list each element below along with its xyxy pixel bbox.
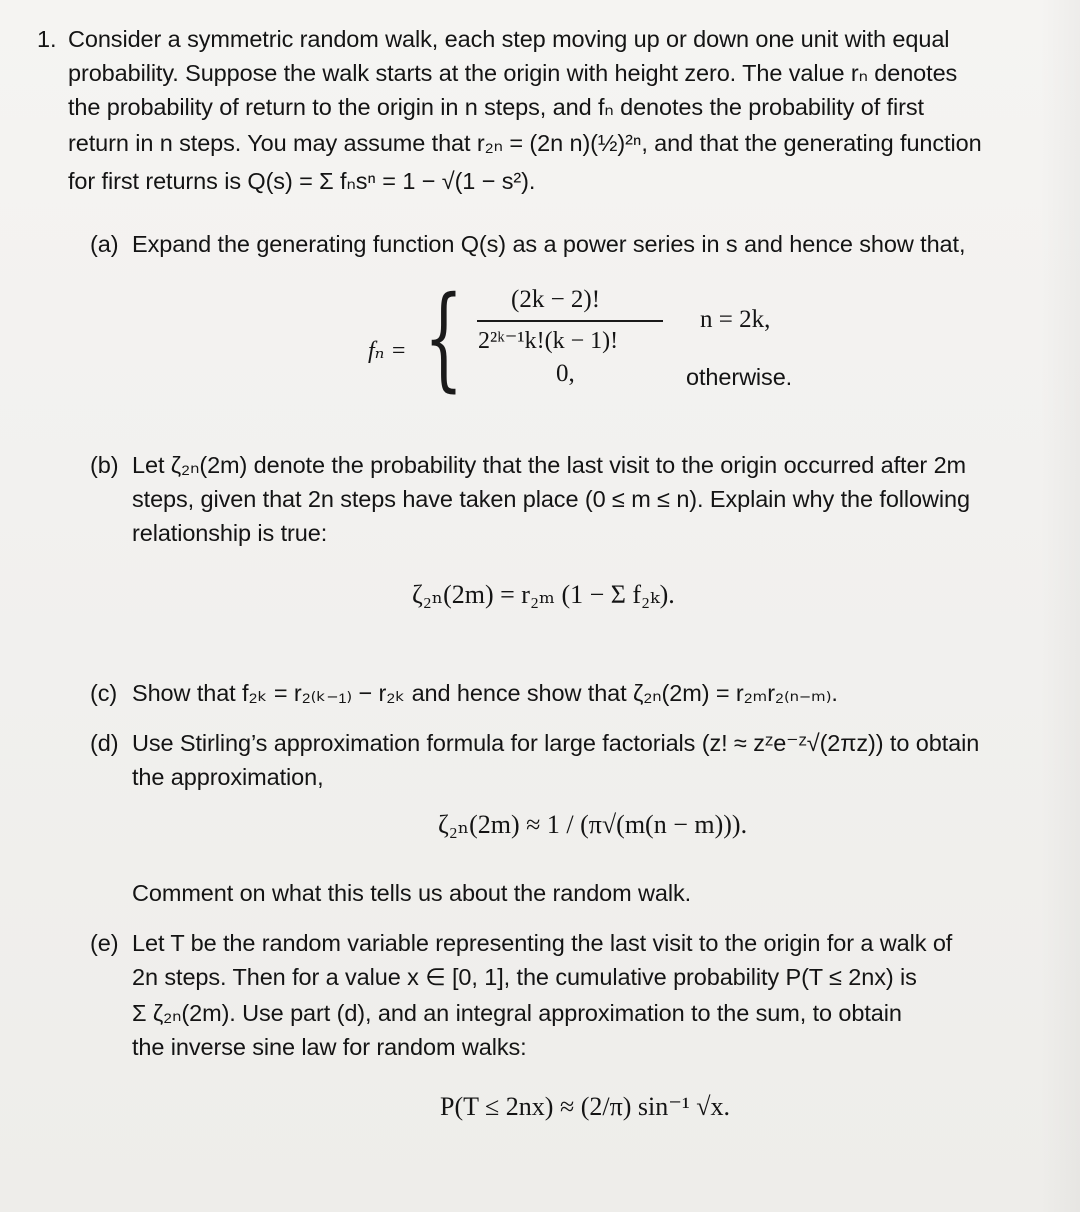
part-d-line-2: the approximation, — [132, 764, 324, 790]
page-edge-shadow — [1040, 0, 1080, 1212]
problem-number: 1. — [37, 26, 57, 52]
formula-a-lhs: fₙ = — [368, 338, 407, 364]
part-d-line-1: Use Stirling’s approximation formula for large factorials (z! ≈ zᶻe⁻ᶻ√(2πz)) to obtain — [132, 730, 980, 756]
formula-a-case2-value: 0, — [556, 360, 575, 387]
part-e-line-2: 2n steps. Then for a value x ∈ [0, 1], the cumulative probability P(T ≤ 2nx) is — [132, 964, 917, 990]
formula-a-case1-condition: n = 2k, — [700, 306, 771, 333]
formula-e: P(T ≤ 2nx) ≈ (2/π) sin⁻¹ √x. — [440, 1092, 731, 1121]
part-d-comment: Comment on what this tells us about the random walk. — [132, 880, 692, 906]
part-b-line-2: steps, given that 2n steps have taken place (0 ≤ m ≤ n). Explain why the following — [132, 486, 970, 512]
left-brace-icon: { — [424, 273, 464, 403]
intro-line-4: return in n steps. You may assume that r₂ₙ = (2n n)(½)²ⁿ, and that the generating function — [68, 130, 982, 156]
part-e-line-3: Σ ζ₂ₙ(2m). Use part (d), and an integral approximation to the sum, to obtain — [132, 1000, 902, 1026]
intro-line-5: for first returns is Q(s) = Σ fₙsⁿ = 1 − √(1 − s²). — [68, 168, 536, 194]
formula-a-case2-condition: otherwise. — [686, 364, 793, 390]
part-e-line-4: the inverse sine law for random walks: — [132, 1034, 527, 1060]
part-a-label: (a) — [90, 231, 119, 257]
part-b-line-3: relationship is true: — [132, 520, 328, 546]
part-b-label: (b) — [90, 452, 119, 478]
part-c-label: (c) — [90, 680, 118, 706]
formula-a-numerator: (2k − 2)! — [511, 286, 601, 313]
part-e-label: (e) — [90, 930, 119, 956]
formula-b: ζ₂ₙ(2m) = r₂ₘ (1 − Σ f₂ₖ). — [412, 580, 675, 609]
intro-line-3: the probability of return to the origin in n steps, and fₙ denotes the probability of first — [68, 94, 924, 120]
part-e-line-1: Let T be the random variable representing the last visit to the origin for a walk of — [132, 930, 953, 956]
part-b-line-1: Let ζ₂ₙ(2m) denote the probability that the last visit to the origin occurred after 2m — [132, 452, 967, 478]
part-c-text: Show that f₂ₖ = r₂₍ₖ₋₁₎ − r₂ₖ and hence show that ζ₂ₙ(2m) = r₂ₘr₂₍ₙ₋ₘ₎. — [132, 680, 838, 706]
formula-d: ζ₂ₙ(2m) ≈ 1 / (π√(m(n − m))). — [438, 810, 748, 839]
part-a-text: Expand the generating function Q(s) as a power series in s and hence show that, — [132, 231, 966, 257]
intro-line-2: probability. Suppose the walk starts at the origin with height zero. The value rₙ denotes — [68, 60, 958, 86]
formula-a-fraction-bar — [477, 320, 663, 322]
formula-a-denominator: 2²ᵏ⁻¹k!(k − 1)! — [478, 328, 619, 354]
part-d-label: (d) — [90, 730, 119, 756]
intro-line-1: Consider a symmetric random walk, each step moving up or down one unit with equal — [68, 26, 950, 52]
